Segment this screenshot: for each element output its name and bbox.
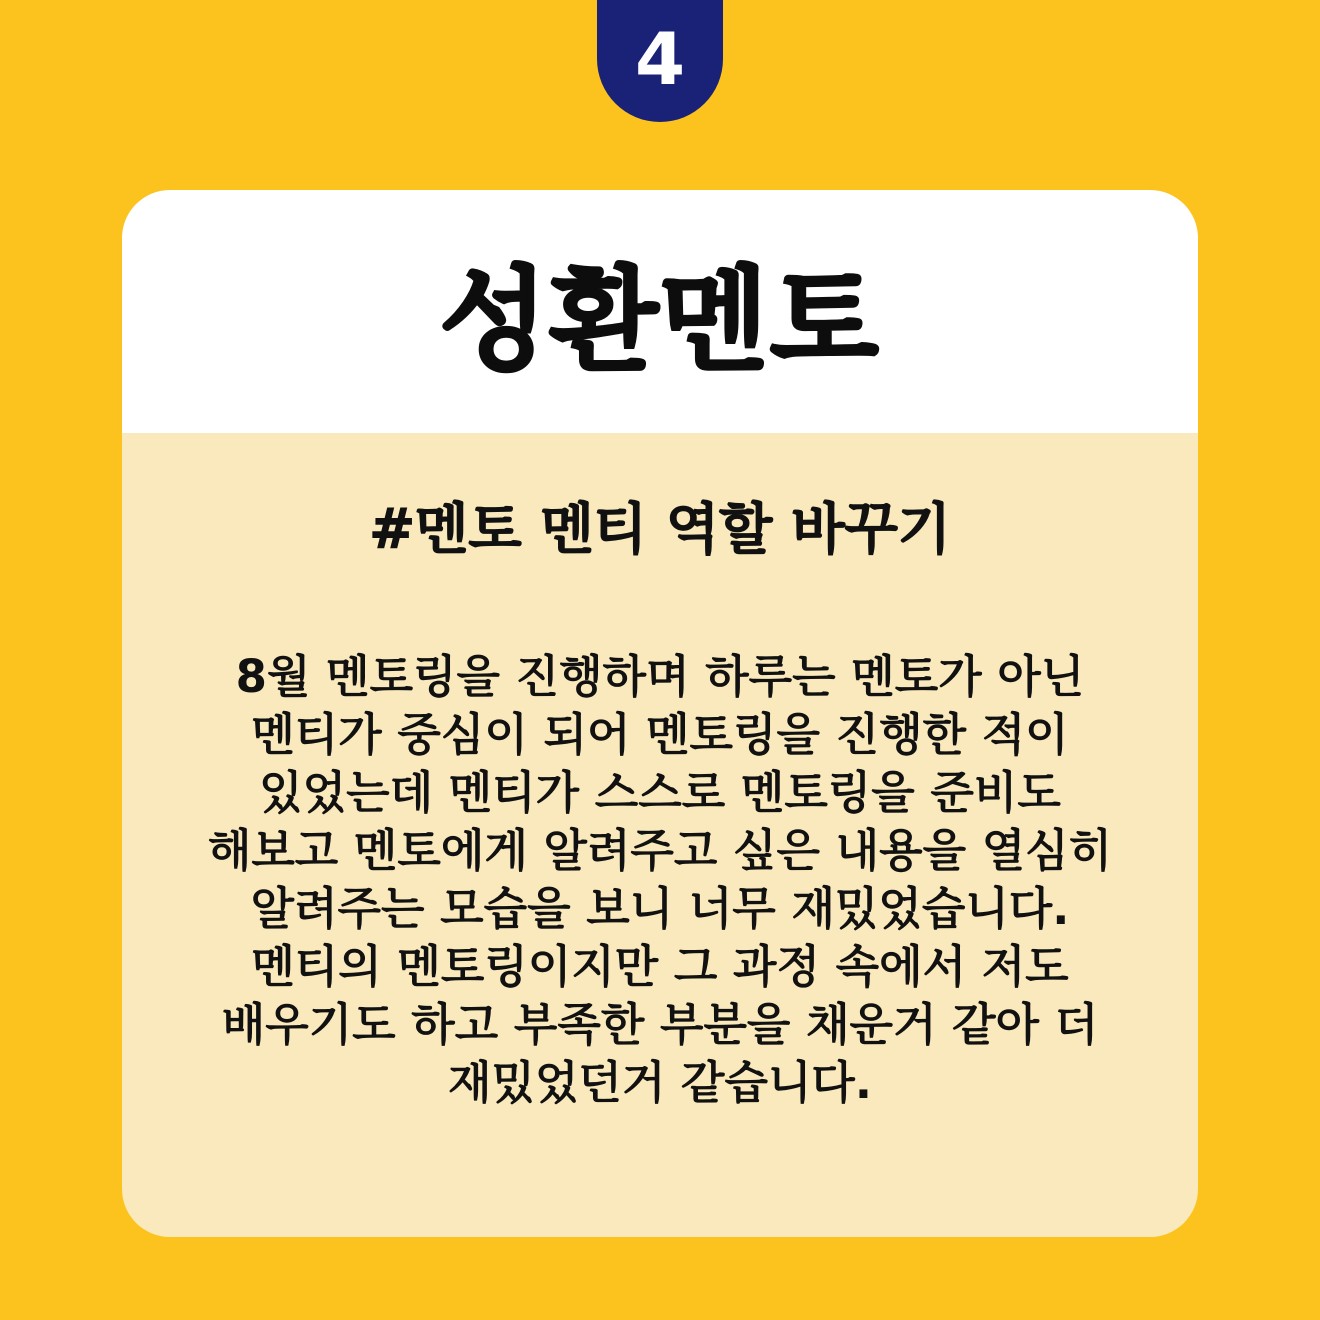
hashtag-title: #멘토 멘티 역할 바꾸기 xyxy=(369,497,951,561)
card-body xyxy=(122,433,1198,1237)
card-header xyxy=(122,190,1198,433)
page-number: 4 xyxy=(634,17,686,101)
page-number-badge xyxy=(597,0,723,122)
testimonial-text xyxy=(122,648,1198,1112)
testimonial-line: 있었는데 멘티가 스스로 멘토링을 준비도 xyxy=(259,766,1061,819)
testimonial-line: 8월 멘토링을 진행하며 하루는 멘토가 아닌 xyxy=(235,650,1085,703)
mentor-card xyxy=(122,190,1198,1237)
testimonial-line: 재밌었던거 같습니다. xyxy=(448,1056,872,1109)
card-title: 성환멘토 xyxy=(439,256,881,386)
testimonial-line: 알려주는 모습을 보니 너무 재밌었습니다. xyxy=(250,882,1070,935)
testimonial-line: 멘티가 중심이 되어 멘토링을 진행한 적이 xyxy=(251,708,1069,761)
testimonial-line: 멘티의 멘토링이지만 그 과정 속에서 저도 xyxy=(251,940,1069,993)
testimonial-line: 해보고 멘토에게 알려주고 싶은 내용을 열심히 xyxy=(207,824,1113,877)
testimonial-line: 배우기도 하고 부족한 부분을 채운거 같아 더 xyxy=(221,998,1099,1051)
